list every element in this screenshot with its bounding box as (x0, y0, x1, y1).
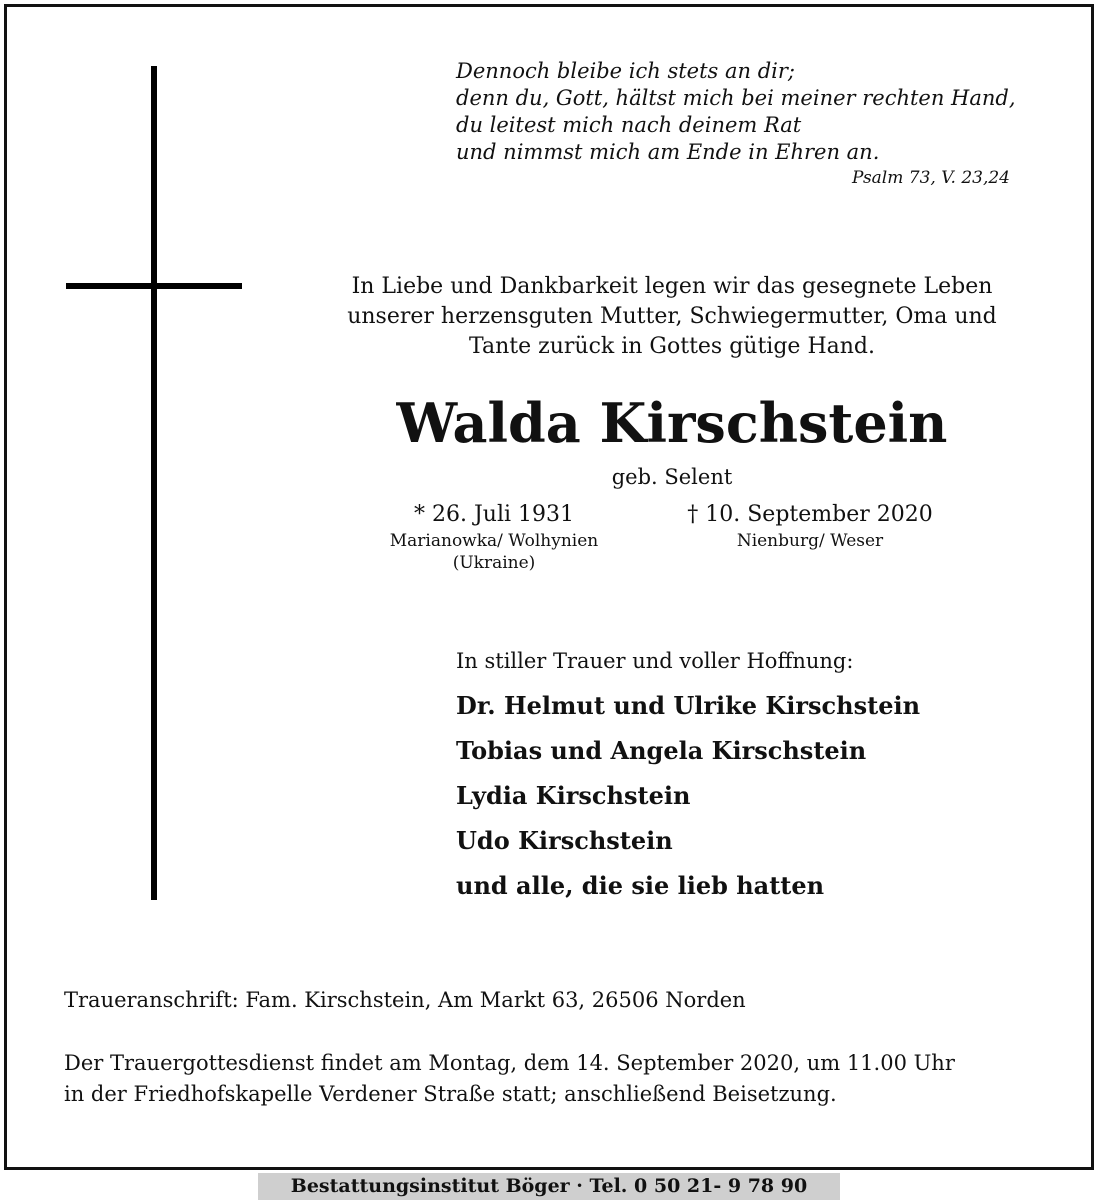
verse-line: Dennoch bleibe ich stets an dir; (456, 59, 795, 83)
service-line: in der Friedhofskapelle Verdener Straße statt; anschließend Beisetzung. (64, 1082, 837, 1106)
intro-line: unserer herzensguten Mutter, Schwiegermutter, Oma und (347, 304, 997, 329)
cross-vertical-bar (151, 66, 157, 900)
verse-line: und nimmst mich am Ende in Ehren an. (456, 140, 880, 164)
death-date: † 10. September 2020 (687, 502, 933, 527)
birth-date: * 26. Juli 1931 (413, 502, 574, 527)
intro-line: Tante zurück in Gottes gütige Hand. (469, 334, 875, 359)
cross-horizontal-bar (66, 283, 242, 289)
verse-line: denn du, Gott, hältst mich bei meiner rechten Hand, (456, 86, 1016, 110)
mourner-name: Lydia Kirschstein (456, 781, 691, 810)
service-info (64, 1048, 955, 1110)
deceased-name: Walda Kirschstein (396, 391, 948, 455)
birth-place-line: (Ukraine) (452, 553, 536, 573)
mourning-intro: In stiller Trauer und voller Hoffnung: (456, 649, 854, 673)
maiden-name: geb. Selent (611, 465, 733, 489)
mourner-name: und alle, die sie lieb hatten (456, 871, 825, 900)
service-line: Der Trauergottesdienst findet am Montag, dem 14. September 2020, um 11.00 Uhr (64, 1051, 955, 1075)
mourning-address: Traueranschrift: Fam. Kirschstein, Am Markt 63, 26506 Norden (64, 988, 746, 1012)
mourner-name: Udo Kirschstein (456, 826, 673, 855)
funeral-home-footer: Bestattungsinstitut Böger · Tel. 0 50 21- 9 78 90 (258, 1173, 840, 1200)
birth-info (354, 500, 634, 574)
intro-line: In Liebe und Dankbarkeit legen wir das gesegnete Leben (351, 274, 993, 299)
birth-place-line: Marianowka/ Wolhynien (389, 531, 599, 551)
verse-reference: Psalm 73, V. 23,24 (851, 168, 1010, 188)
mourner-name: Tobias und Angela Kirschstein (456, 736, 867, 765)
verse-line: du leitest mich nach deinem Rat (456, 113, 802, 137)
death-place-line: Nienburg/ Weser (736, 531, 884, 551)
mourner-name: Dr. Helmut und Ulrike Kirschstein (456, 691, 921, 720)
bible-verse (456, 58, 1016, 190)
death-info (660, 500, 960, 552)
mourner-list (456, 686, 920, 911)
intro-text (290, 272, 1054, 362)
